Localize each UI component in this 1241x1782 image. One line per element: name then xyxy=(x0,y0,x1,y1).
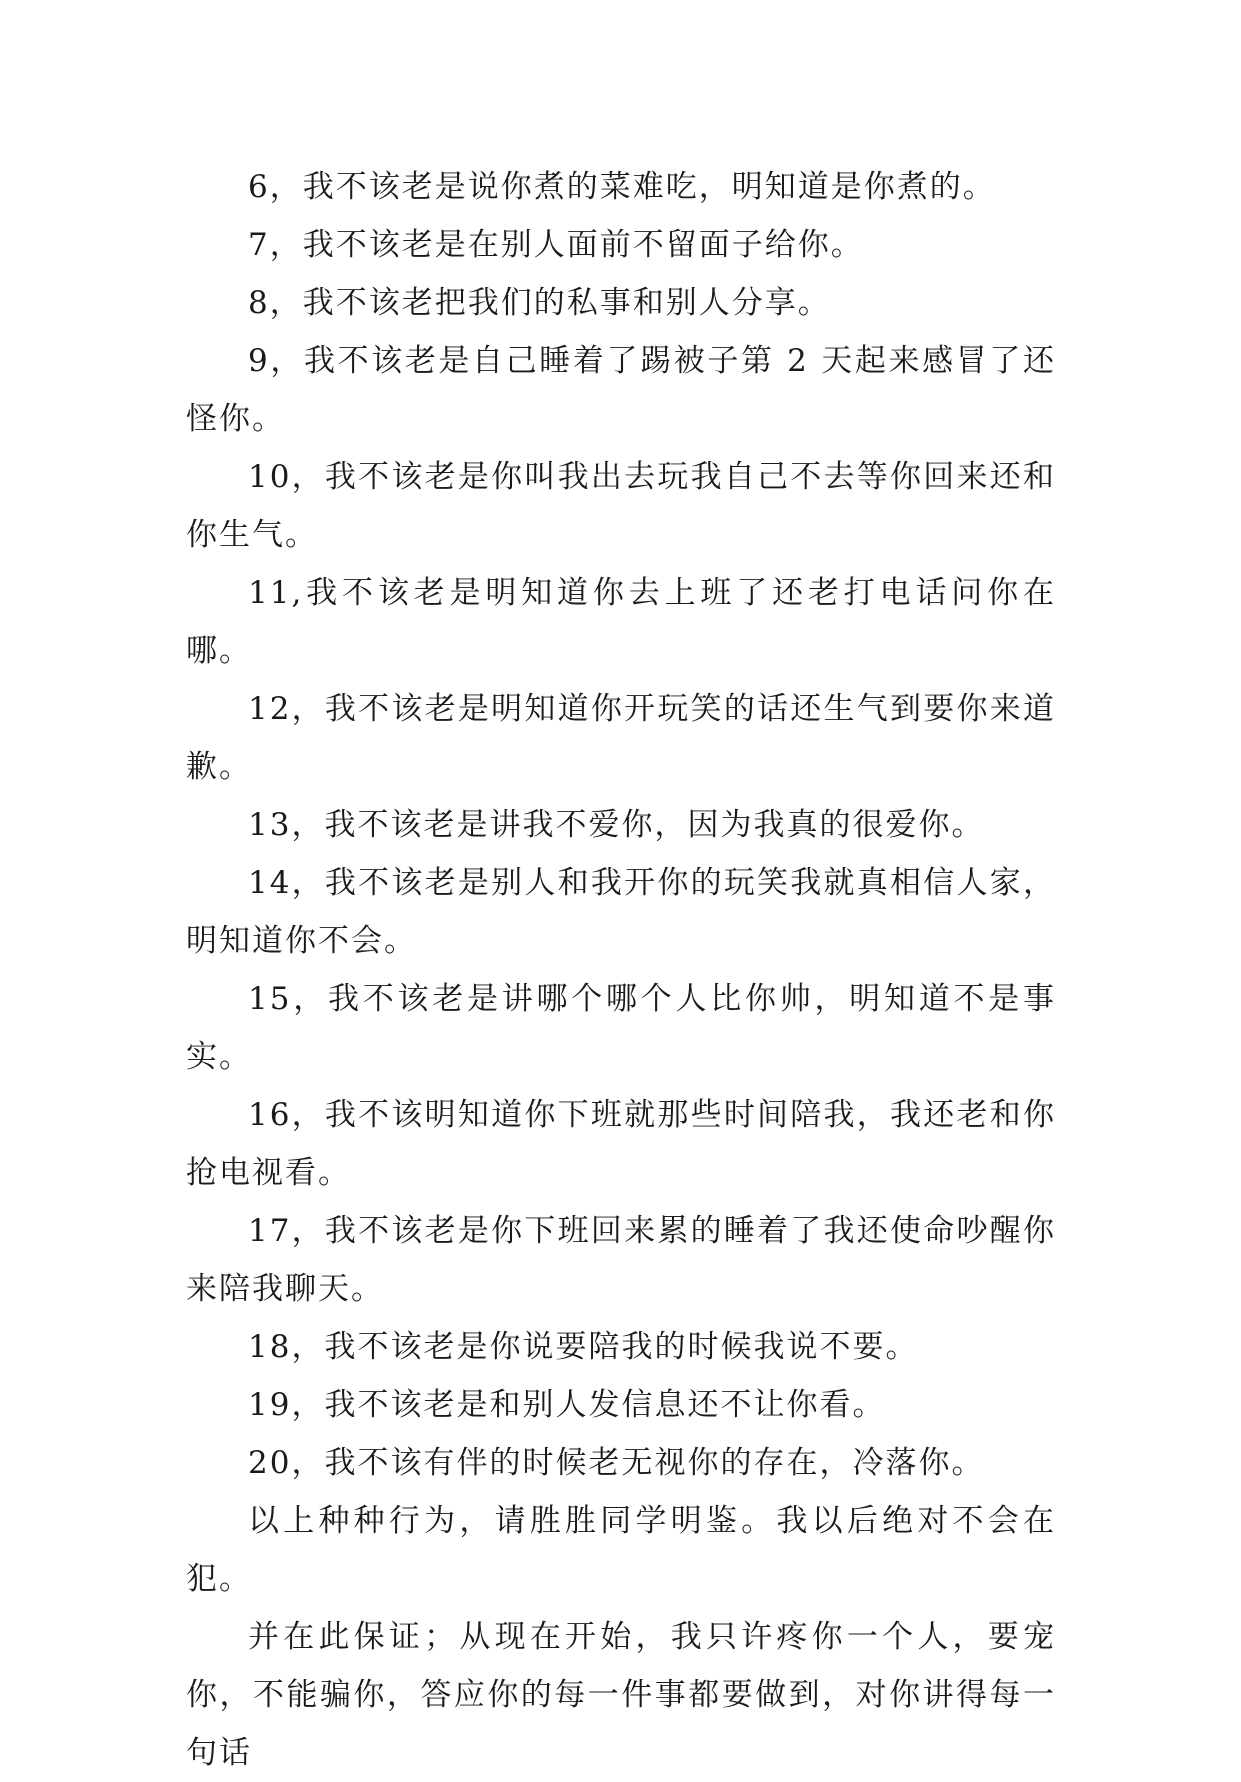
paragraph-item-17: 17，我不该老是你下班回来累的睡着了我还使命吵醒你来陪我聊天。 xyxy=(186,1213,1056,1307)
paragraph-item-18: 18，我不该老是你说要陪我的时候我说不要。 xyxy=(248,1329,919,1365)
paragraph-item-12: 12，我不该老是明知道你开玩笑的话还生气到要你来道歉。 xyxy=(186,691,1056,785)
paragraph-item-7: 7，我不该老是在别人面前不留面子给你。 xyxy=(248,227,864,263)
paragraph-item-9: 9，我不该老是自己睡着了踢被子第 2 天起来感冒了还怪你。 xyxy=(186,343,1056,437)
paragraph-item-16: 16，我不该明知道你下班就那些时间陪我，我还老和你抢电视看。 xyxy=(186,1097,1056,1191)
paragraph-item-10: 10，我不该老是你叫我出去玩我自己不去等你回来还和你生气。 xyxy=(186,459,1056,553)
paragraph-item-8: 8，我不该老把我们的私事和别人分享。 xyxy=(248,285,831,321)
paragraph-promise: 并在此保证；从现在开始，我只许疼你一个人，要宠你，不能骗你，答应你的每一件事都要做到，对你讲得每一句话 xyxy=(186,1619,1056,1771)
paragraph-item-15: 15，我不该老是讲哪个哪个人比你帅，明知道不是事实。 xyxy=(186,981,1056,1075)
paragraph-summary: 以上种种行为，请胜胜同学明鉴。我以后绝对不会在犯。 xyxy=(186,1503,1056,1597)
paragraph-item-11: 11,我不该老是明知道你去上班了还老打电话问你在哪。 xyxy=(186,575,1056,669)
paragraph-item-14: 14，我不该老是别人和我开你的玩笑我就真相信人家，明知道你不会。 xyxy=(186,865,1056,959)
paragraph-item-19: 19，我不该老是和别人发信息还不让你看。 xyxy=(248,1387,886,1423)
paragraph-item-6: 6，我不该老是说你煮的菜难吃，明知道是你煮的。 xyxy=(248,169,996,205)
paragraph-item-13: 13，我不该老是讲我不爱你，因为我真的很爱你。 xyxy=(248,807,985,843)
paragraph-item-20: 20，我不该有伴的时候老无视你的存在，冷落你。 xyxy=(248,1445,985,1481)
document-body xyxy=(186,158,1056,1782)
